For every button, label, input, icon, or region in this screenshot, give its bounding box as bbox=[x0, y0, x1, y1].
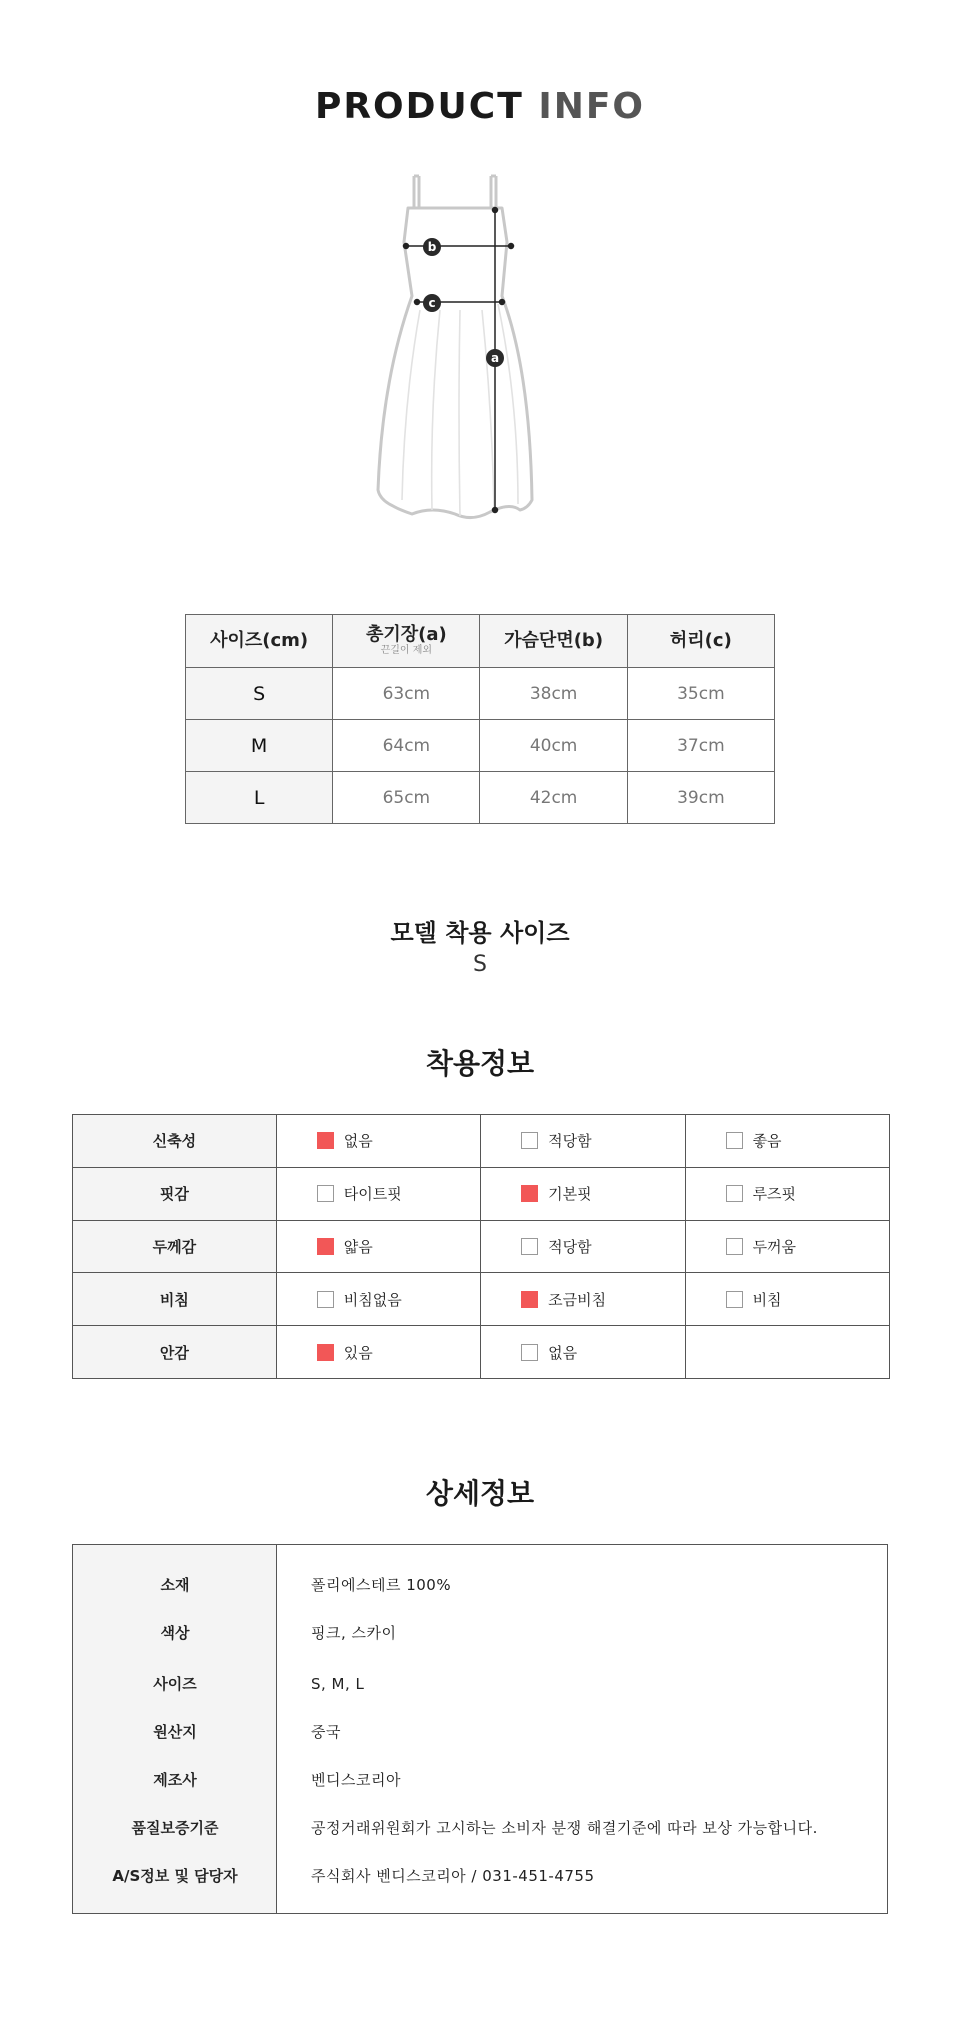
checkbox-checked bbox=[521, 1185, 538, 1202]
title-info: INFO bbox=[538, 86, 646, 127]
checkbox bbox=[726, 1132, 743, 1149]
header-waist: 허리(c) bbox=[627, 615, 774, 668]
checkbox bbox=[521, 1238, 538, 1255]
detail-key: 제조사 bbox=[153, 1771, 197, 1789]
marker-c: c bbox=[428, 296, 436, 310]
fit-option: 기본핏 bbox=[481, 1167, 685, 1220]
header-length: 총기장(a) 끈길이 제외 bbox=[333, 615, 480, 668]
size-value: 65cm bbox=[333, 772, 480, 824]
table-row bbox=[186, 720, 775, 772]
dress-diagram bbox=[360, 170, 600, 560]
marker-a: a bbox=[490, 351, 500, 365]
detail-row bbox=[73, 1669, 889, 1699]
size-value: 39cm bbox=[627, 772, 774, 824]
size-value: 38cm bbox=[480, 668, 627, 720]
size-value: 37cm bbox=[627, 720, 774, 772]
fit-option: 얇음 bbox=[276, 1220, 480, 1273]
fit-row-stretch bbox=[73, 1115, 890, 1168]
size-value: 42cm bbox=[480, 772, 627, 824]
checkbox bbox=[317, 1291, 334, 1308]
detail-row bbox=[73, 1861, 889, 1891]
detail-row bbox=[73, 1618, 889, 1648]
detail-info-table bbox=[72, 1544, 888, 1914]
detail-row bbox=[73, 1570, 889, 1600]
fit-label: 핏감 bbox=[73, 1167, 277, 1220]
size-label: S bbox=[186, 668, 333, 720]
size-table bbox=[185, 614, 775, 824]
header-chest: 가슴단면(b) bbox=[480, 615, 627, 668]
size-label: M bbox=[186, 720, 333, 772]
checkbox-checked bbox=[317, 1238, 334, 1255]
fit-label: 신축성 bbox=[73, 1115, 277, 1168]
detail-value: 주식회사 벤디스코리아 / 031-451-4755 bbox=[311, 1867, 595, 1885]
title-product: PRODUCT bbox=[314, 86, 524, 127]
fit-option: 비침없음 bbox=[276, 1273, 480, 1326]
fit-label: 비침 bbox=[73, 1273, 277, 1326]
detail-key: 소재 bbox=[160, 1576, 190, 1594]
detail-info-title: 상세정보 bbox=[425, 1477, 535, 1510]
fit-option: 없음 bbox=[276, 1115, 480, 1168]
fit-option: 적당함 bbox=[481, 1115, 685, 1168]
detail-key: A/S정보 및 담당자 bbox=[112, 1867, 238, 1885]
size-table-header bbox=[186, 615, 775, 668]
size-value: 64cm bbox=[333, 720, 480, 772]
fit-option: 좋음 bbox=[685, 1115, 889, 1168]
checkbox bbox=[521, 1132, 538, 1149]
detail-value: 폴리에스테르 100% bbox=[311, 1576, 452, 1594]
checkbox bbox=[521, 1344, 538, 1361]
detail-key: 사이즈 bbox=[153, 1675, 197, 1693]
header-length-note: 끈길이 제외 bbox=[380, 645, 433, 656]
detail-key: 색상 bbox=[160, 1624, 190, 1642]
fit-option: 두꺼움 bbox=[685, 1220, 889, 1273]
detail-key: 원산지 bbox=[153, 1723, 197, 1741]
detail-value: 중국 bbox=[311, 1723, 341, 1741]
fit-option: 타이트핏 bbox=[276, 1167, 480, 1220]
fit-option-empty bbox=[685, 1326, 889, 1379]
detail-value: S, M, L bbox=[311, 1675, 365, 1693]
model-size-value: S bbox=[473, 952, 487, 977]
fit-label: 안감 bbox=[73, 1326, 277, 1379]
fit-row-fit bbox=[73, 1167, 890, 1220]
header-size: 사이즈(cm) bbox=[186, 615, 333, 668]
fit-info-title: 착용정보 bbox=[425, 1047, 535, 1080]
checkbox bbox=[726, 1291, 743, 1308]
checkbox bbox=[317, 1185, 334, 1202]
detail-row bbox=[73, 1765, 889, 1795]
checkbox-checked bbox=[521, 1291, 538, 1308]
checkbox bbox=[726, 1238, 743, 1255]
table-row bbox=[186, 772, 775, 824]
fit-option: 비침 bbox=[685, 1273, 889, 1326]
checkbox-checked bbox=[317, 1132, 334, 1149]
fit-info-table bbox=[72, 1114, 890, 1379]
fit-row-thickness bbox=[73, 1220, 890, 1273]
size-value: 63cm bbox=[333, 668, 480, 720]
detail-value: 벤디스코리아 bbox=[311, 1771, 401, 1789]
detail-row bbox=[73, 1813, 889, 1843]
fit-option: 있음 bbox=[276, 1326, 480, 1379]
checkbox-checked bbox=[317, 1344, 334, 1361]
detail-value: 공정거래위원회가 고시하는 소비자 분쟁 해결기준에 따라 보상 가능합니다. bbox=[311, 1819, 818, 1837]
fit-option: 적당함 bbox=[481, 1220, 685, 1273]
detail-row bbox=[73, 1717, 889, 1747]
size-value: 35cm bbox=[627, 668, 774, 720]
checkbox bbox=[726, 1185, 743, 1202]
size-value: 40cm bbox=[480, 720, 627, 772]
table-row bbox=[186, 668, 775, 720]
model-size-title: 모델 착용 사이즈 bbox=[390, 919, 570, 947]
detail-key: 품질보증기준 bbox=[131, 1819, 219, 1837]
marker-b: b bbox=[427, 240, 437, 254]
fit-option: 없음 bbox=[481, 1326, 685, 1379]
page-title bbox=[0, 86, 960, 127]
size-label: L bbox=[186, 772, 333, 824]
fit-row-sheer bbox=[73, 1273, 890, 1326]
fit-row-lining bbox=[73, 1326, 890, 1379]
detail-value: 핑크, 스카이 bbox=[311, 1624, 397, 1642]
fit-option: 조금비침 bbox=[481, 1273, 685, 1326]
fit-label: 두께감 bbox=[73, 1220, 277, 1273]
fit-option: 루즈핏 bbox=[685, 1167, 889, 1220]
